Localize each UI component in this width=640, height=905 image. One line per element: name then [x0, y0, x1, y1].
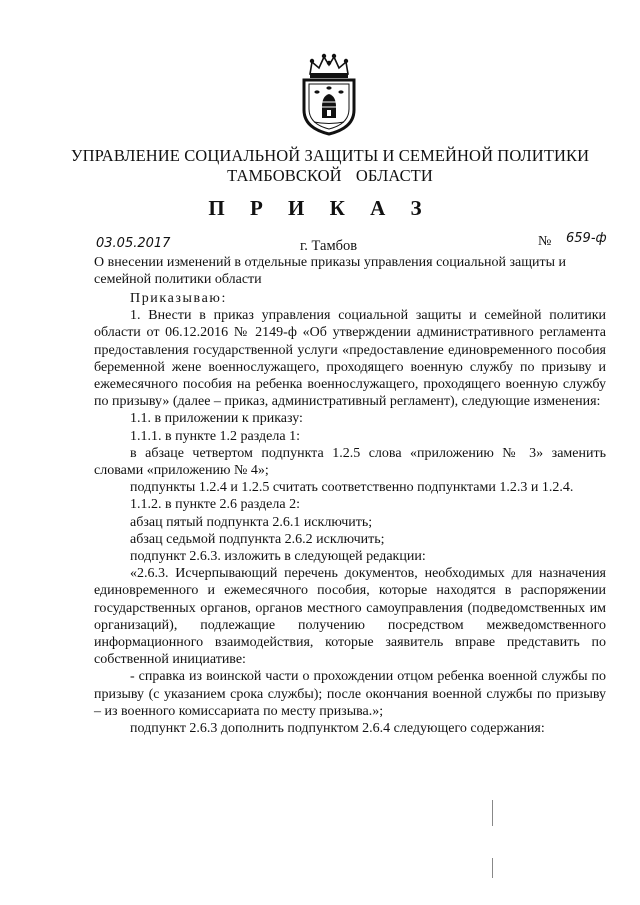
body-paragraph: 1. Внести в приказ управления социальной защиты и семейной политики области от 06.12.2016 № 2149-ф «Об утверждении административного регламента предоставления государственной услуги «предоставление единовременного пособия беременной жене военнослужащего, проходящего военную службу по призыву и ежемесячного пособия на ребенка военнослужащего, проходящего военную службу по призыву» (далее – приказ, административный регламент), следующие изменения: [94, 308, 606, 410]
body-paragraph: «2.6.3. Исчерпывающий перечень документов, необходимых для назначения единовременного и ежемесячного пособия, которые находятся в распоряжении государственных органов, органов местного самоуправления (подведомственных им организаций), подлежащие получению посредством межведомственного информационного взаимодействия, которые заявитель вправе представить по собственной инициативе: [94, 566, 606, 668]
order-city: г. Тамбов [300, 238, 358, 254]
scan-mark [492, 800, 493, 826]
body-paragraph: подпункт 2.6.3 дополнить подпунктом 2.6.4 следующего содержания: [130, 721, 545, 737]
body-paragraph: 1.1.1. в пункте 1.2 раздела 1: [130, 428, 300, 444]
order-date: 03.05.2017 [96, 236, 171, 251]
organization-region: ТАМБОВСКОЙ ОБЛАСТИ [227, 166, 433, 185]
scan-mark [492, 858, 493, 878]
order-subject: О внесении изменений в отдельные приказы управления социальной защиты и семейной политики области [94, 255, 567, 287]
order-title: П Р И К А З [208, 196, 432, 220]
order-number: 659-ф [566, 231, 607, 246]
body-paragraph: Приказываю: [130, 291, 227, 306]
body-paragraph: 1.1.2. в пункте 2.6 раздела 2: [130, 497, 300, 513]
order-number-label: № [538, 234, 552, 249]
organization-name: УПРАВЛЕНИЕ СОЦИАЛЬНОЙ ЗАЩИТЫ И СЕМЕЙНОЙ ПОЛИТИКИ [70, 146, 590, 165]
body-paragraph: 1.1. в приложении к приказу: [130, 411, 303, 427]
body-paragraph: - справка из воинской части о прохождении отцом ребенка военной службы по призыву (с указанием срока службы); после окончания военной службы по призыву – из военного комиссариата по месту призыва.»; [94, 669, 606, 719]
order-body [94, 290, 606, 737]
body-paragraph: в абзаце четвертом подпункта 1.2.5 слова «приложению № 3» заменить словами «приложению № 4»; [94, 445, 606, 479]
body-paragraph: абзац седьмой подпункта 2.6.2 исключить; [130, 531, 385, 547]
body-paragraph: подпункт 2.6.3. изложить в следующей редакции: [130, 549, 426, 565]
body-paragraph: подпункты 1.2.4 и 1.2.5 считать соответственно подпунктами 1.2.3 и 1.2.4. [130, 480, 574, 496]
coat-of-arms-icon [298, 52, 360, 136]
body-paragraph: абзац пятый подпункта 2.6.1 исключить; [130, 514, 373, 530]
